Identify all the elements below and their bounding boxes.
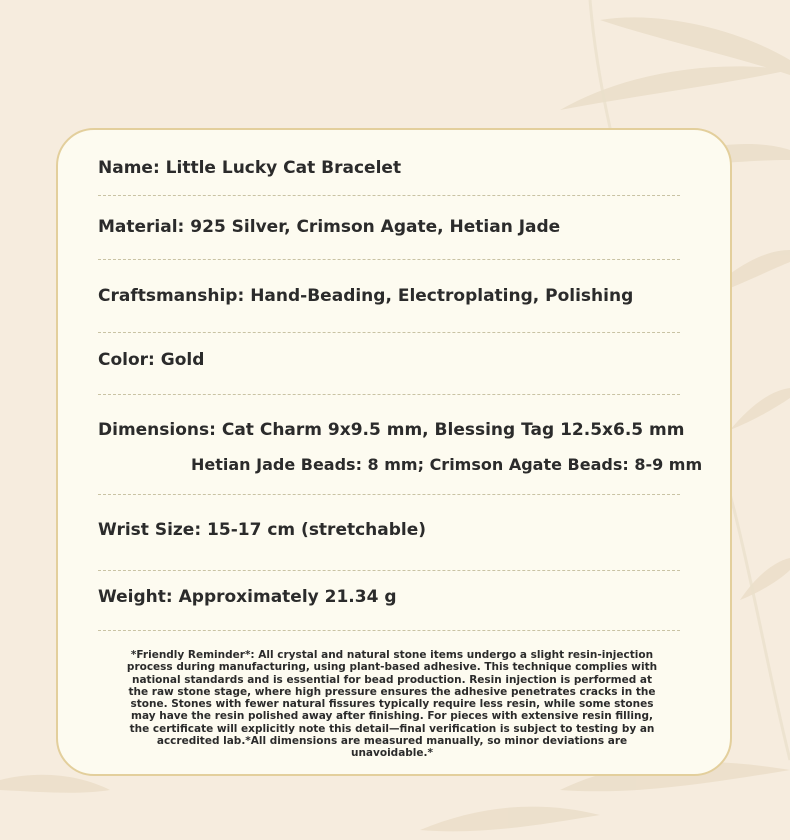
divider: [98, 259, 680, 260]
craftsmanship-row: [98, 285, 633, 307]
name-row: [98, 157, 401, 179]
material-label: Material:: [98, 217, 191, 237]
name-value: Little Lucky Cat Bracelet: [165, 158, 402, 178]
divider: [98, 394, 680, 395]
weight-row: [98, 586, 397, 608]
divider: [98, 332, 680, 333]
weight-value: Approximately 21.34 g: [178, 587, 397, 607]
material-row: [98, 216, 560, 238]
dimensions-value-line2: Hetian Jade Beads: 8 mm; Crimson Agate Beads: 8-9 mm: [191, 455, 703, 474]
dimensions-label: Dimensions:: [98, 420, 222, 440]
divider: [98, 630, 680, 631]
weight-label: Weight:: [98, 587, 179, 607]
name-label: Name:: [98, 158, 166, 178]
craftsmanship-value: Hand-Beading, Electroplating, Polishing: [250, 286, 634, 306]
divider: [98, 195, 680, 196]
craftsmanship-label: Craftsmanship:: [98, 286, 251, 306]
dimensions-value: Cat Charm 9x9.5 mm, Blessing Tag 12.5x6.5 mm: [221, 420, 685, 440]
color-label: Color:: [98, 350, 161, 370]
friendly-reminder-note: *Friendly Reminder*: All crystal and natural stone items undergo a slight resin-injection process during manufacturing, using plant-based adhesive. This technique complies with national standards and is essential for bead production. Resin injection is performed at the raw stone stage, where high pressure ensures the adhesive penetrates cracks in the stone. Stones with fewer natural fissures typically require less resin, while some stones may have the resin polished away after finishing. For pieces with extensive resin filling, the certificate will explicitly note this detail—final verification is subject to testing by an accredited lab.*All dimensions are measured manually, so minor deviations are unavoidable.*: [126, 649, 658, 760]
wrist-size-label: Wrist Size:: [98, 520, 208, 540]
material-value: 925 Silver, Crimson Agate, Hetian Jade: [190, 217, 561, 237]
wrist-size-value: 15-17 cm (stretchable): [207, 520, 427, 540]
wrist-size-row: [98, 519, 426, 541]
product-spec-card: [56, 128, 732, 776]
divider: [98, 494, 680, 495]
color-value: Gold: [160, 350, 205, 370]
dimensions-row: [98, 419, 684, 441]
divider: [98, 570, 680, 571]
color-row: [98, 349, 204, 371]
